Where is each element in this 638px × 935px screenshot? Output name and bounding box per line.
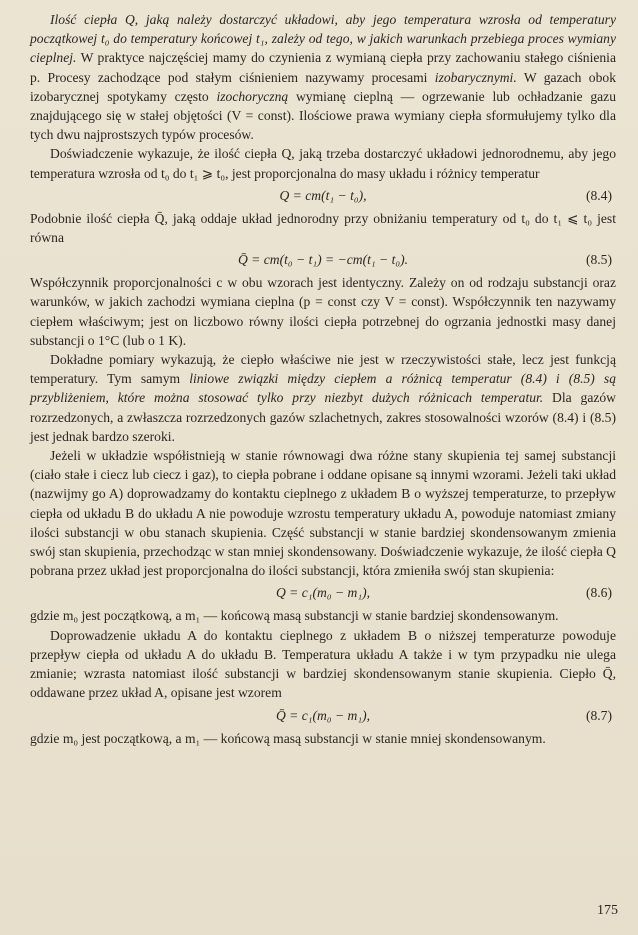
measurements-italic: liniowe związki między ciepłem a różnicą temperatur (8.4) i (8.5) są przybliżeniem, które można stosować tylko przy niezbyt dużych różnicach temperatur. bbox=[30, 371, 617, 406]
paragraph-similarly: Podobnie ilość ciepła Q̄, jaką oddaje układ jednorodny przy obniżaniu temperatury od t₀ do t₁ ⩽ t₀ jest równa bbox=[30, 210, 616, 246]
equation-formula: Q = cm(t₁ − t₀), bbox=[279, 187, 367, 203]
equation-number: (8.5) bbox=[585, 252, 612, 268]
intro-italic-text: Ilość ciepła Q, jaką należy dostarczyć układowi, aby jego temperatura wzrosła od temperatury początkowej t₀ do temperatury końcowej t₁, zależy od tego, w jakich warunkach przebiega proces wymiany cieplnej. bbox=[30, 12, 616, 66]
equation-8-4 bbox=[30, 185, 616, 207]
equation-number: (8.7) bbox=[585, 707, 612, 723]
equation-formula: Q̄ = c₁(m₀ − m₁), bbox=[275, 707, 371, 723]
equation-number: (8.4) bbox=[585, 187, 612, 203]
paragraph-measurements bbox=[30, 350, 616, 446]
equation-formula: Q = c₁(m₀ − m₁), bbox=[275, 585, 371, 601]
paragraph-experiment: Doświadczenie wykazuje, że ilość ciepła Q, jaką trzeba dostarczyć układowi jednorodnemu, aby jego temperatura wzrosła od t₀ do t₁ ⩾ t₀, jest proporcjonalna do masy układu i różnicy temperatur bbox=[30, 146, 616, 181]
intro-text-3: wymianę cieplną — ogrzewanie lub ochładzanie gazu znajdującego się w stałej objętości (V = const). Ilościowe prawa wymiany ciepła sformułujemy tylko dla tych dwu najprostszych typów procesów. bbox=[30, 88, 616, 143]
paragraph-coefficient: Współczynnik proporcjonalności c w obu wzorach jest identyczny. Zależy on od rodzaju substancji oraz warunków, w jakich zachodzi wymiana cieplna (p = const czy V = const). Współczynnik ten nazywamy ciepłem właściwym; jest on liczbowo równy ilości ciepła potrzebnej do ogrzania jednostki masy danej substancji o 1°C (lub o 1 K). bbox=[30, 275, 616, 348]
paragraph-intro bbox=[30, 10, 616, 144]
intro-text-1: W praktyce najczęściej mamy do czynienia z wymianą ciepła przy zachowaniu stałego ciśnienia p. Procesy zachodzące pod stałym ciśnieniem nazywamy procesami bbox=[30, 50, 616, 85]
equation-8-7 bbox=[30, 705, 616, 727]
term-izobaryczne: izobarycznymi. bbox=[434, 69, 517, 85]
page-number: 175 bbox=[597, 903, 618, 918]
equation-8-6 bbox=[30, 582, 616, 604]
equation-formula: Q̄ = cm(t₀ − t₁) = −cm(t₁ − t₀). bbox=[237, 252, 409, 268]
intro-text-2: W gazach obok izobarycznej spotykamy często bbox=[30, 69, 616, 104]
paragraph-phase-states: Jeżeli w układzie współistnieją w stanie równowagi dwa różne stany skupienia tej samej substancji (ciało stałe i ciecz lub ciecz i gaz), to ciepła pobrane i oddane opisane są innymi wzorami. Jeżeli taki układ (nazwijmy go A) doprowadzamy do kontaktu cieplnego z układem B o wyższej temperaturze, to przepływ ciepła od układu B do układu A nie powoduje wzrostu temperatury układu A, powoduje natomiast zmiany ilości substancji w obu stanach skupienia. Część substancji w stanie bardziej skondensowanym zmienia swój stan skupienia, przechodząc w stan mniej skondensowany. Doświadczenie wykazuje, że ilość ciepła Q pobrana przez układ jest proporcjonalna do ilości substancji, która zmieniła swój stan skupienia: bbox=[30, 448, 616, 579]
equation-number: (8.6) bbox=[585, 585, 612, 601]
paragraph-where-2: gdzie m₀ jest początkową, a m₁ — końcową masą substancji w stanie mniej skondensowanym. bbox=[30, 730, 546, 746]
measurements-text-1: Dokładne pomiary wykazują, że ciepło właściwe nie jest w rzeczywistości stałe, lecz jest funkcją temperatury. Tym samym bbox=[30, 352, 616, 387]
term-izochoryczna: izochoryczną bbox=[216, 88, 289, 104]
paragraph-lower-temperature: Doprowadzenie układu A do kontaktu cieplnego z układem B o niższej temperaturze powoduje przepływ ciepła od układu A do układu B. Temperatura układu A także i w tym przypadku nie ulega zmianie; wzrasta natomiast ilość substancji w bardziej skondensowanym stanie skupienia. Ciepło Q̄, oddawane przez układ A, opisane jest wzorem bbox=[30, 627, 616, 701]
paragraph-where-1: gdzie m₀ jest początkową, a m₁ — końcową masą substancji w stanie bardziej skondensowanym. bbox=[30, 608, 559, 624]
measurements-text-2: Dla gazów rozrzedzonych, a zwłaszcza rozrzedzonych gazów szlachetnych, zakres stosowalności wzorów (8.4) i (8.5) jest jednak bardzo szeroki. bbox=[30, 390, 616, 444]
equation-8-5 bbox=[30, 249, 616, 271]
